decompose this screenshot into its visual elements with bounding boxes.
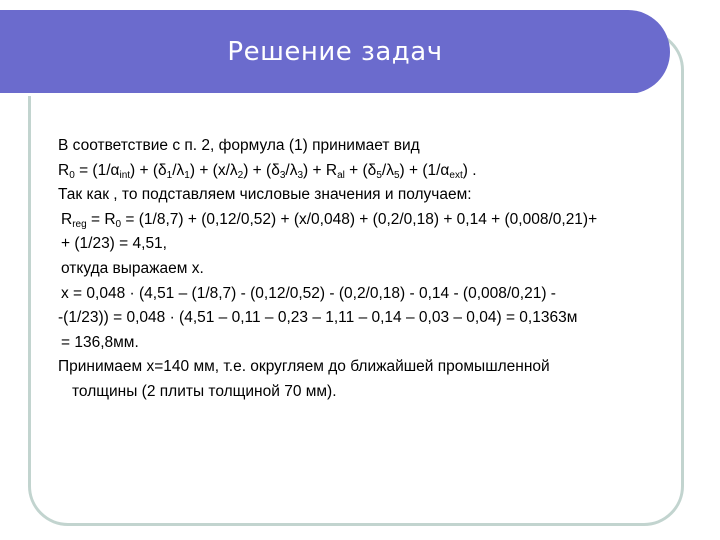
- text-line: [58, 159, 698, 184]
- text-run: /λ: [172, 161, 185, 179]
- text-run: R: [61, 210, 73, 228]
- text-line: [58, 134, 698, 159]
- subscript: 0: [69, 169, 75, 181]
- subscript: 3: [279, 169, 286, 181]
- text-line: [58, 380, 698, 405]
- text-line: [58, 183, 698, 208]
- subscript: 1: [166, 169, 173, 181]
- subscript: 5: [376, 169, 382, 181]
- subscript: 2: [237, 169, 244, 181]
- text-line: [58, 232, 698, 257]
- text-run: + (δ: [344, 161, 377, 179]
- subscript: al: [337, 169, 345, 181]
- text-run: толщины (2 плиты толщиной 70 мм).: [72, 382, 337, 400]
- text-run: Принимаем x=140 мм, т.е. округляем до ближайшей промышленной: [58, 358, 550, 376]
- text-run: x = 0,048 · (4,51 – (1/8,7) - (0,12/0,52) - (0,2/0,18) - 0,14 - (0,008/0,21) -: [61, 284, 556, 302]
- text-run: ) .: [462, 161, 477, 179]
- slide-title: Решение задач: [227, 37, 443, 67]
- text-run: Так как , то подставляем числовые значения и получаем:: [58, 186, 472, 204]
- subscript: ext: [449, 169, 463, 181]
- text-line: [58, 355, 698, 380]
- subscript: 0: [115, 218, 122, 230]
- text-run: ) + (δ: [130, 161, 167, 179]
- text-line: [58, 306, 698, 331]
- text-line: [58, 282, 698, 307]
- text-run: = (1/8,7) + (0,12/0,52) + (x/0,048) + (0,2/0,18) + 0,14 + (0,008/0,21)+: [121, 210, 598, 228]
- text-run: + (1/23) = 4,51,: [61, 235, 167, 253]
- text-run: /λ: [285, 161, 298, 179]
- text-run: R: [58, 161, 70, 179]
- text-line: [58, 331, 698, 356]
- text-run: В соответствие с п. 2, формула (1) принимает вид: [58, 137, 420, 154]
- text-run: = (1/α: [74, 161, 120, 179]
- text-run: откуда выражаем x.: [61, 259, 204, 277]
- subscript: int: [119, 169, 131, 181]
- text-run: ) + (δ: [243, 161, 280, 179]
- text-run: /λ: [381, 161, 394, 179]
- subscript: 5: [393, 169, 400, 181]
- text-run: ) + (x/λ: [189, 161, 238, 179]
- text-run: = R: [86, 210, 116, 228]
- text-run: -(1/23)) = 0,048 · (4,51 – 0,11 – 0,23 – 1,11 – 0,14 – 0,03 – 0,04) = 0,1363м: [58, 309, 578, 327]
- text-run: ) + R: [303, 161, 338, 179]
- subscript: reg: [72, 218, 87, 230]
- text-run: ) + (1/α: [399, 161, 450, 179]
- text-line: [58, 208, 698, 233]
- subscript: 3: [297, 169, 304, 181]
- slide-body: [58, 134, 698, 405]
- text-run: = 136,8мм.: [61, 333, 139, 351]
- text-line: [58, 257, 698, 282]
- subscript: 1: [184, 169, 190, 181]
